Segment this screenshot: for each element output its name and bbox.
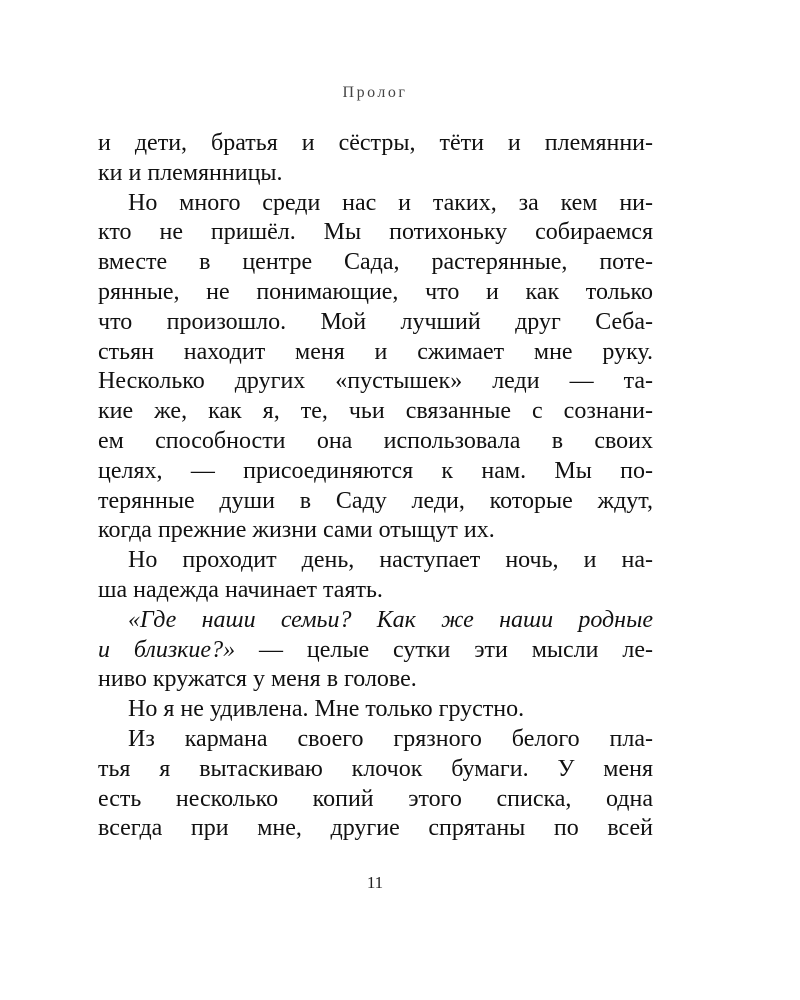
text-line: ки и племянницы. <box>98 159 283 186</box>
text-line: рянные, не понимающие, что и как только <box>98 278 653 305</box>
text-line: терянные души в Саду леди, которые ждут, <box>98 487 653 514</box>
text-line: когда прежние жизни сами отыщут их. <box>98 517 495 544</box>
text-line-italic: «Где наши семьи? Как же наши родные <box>128 606 653 633</box>
text-line-mixed <box>98 636 653 666</box>
text-line: ша надежда начинает таять. <box>98 576 383 603</box>
body-text <box>98 129 653 844</box>
text-line: стьян находит меня и сжимает мне руку. <box>98 338 653 365</box>
text-line: Но проходит день, наступает ночь, и на- <box>128 547 653 574</box>
text-line: кие же, как я, те, чьи связанные с сознани- <box>98 398 653 425</box>
text-line: кто не пришёл. Мы потихоньку собираемся <box>98 219 653 246</box>
text-line-rest: — целые сутки эти мысли ле- <box>235 636 653 663</box>
italic-quote-end: и близкие?» <box>98 636 236 663</box>
running-head: Пролог <box>342 84 408 101</box>
text-line: Из кармана своего грязного белого пла- <box>128 725 653 752</box>
text-line: ниво кружатся у меня в голове. <box>98 666 417 693</box>
text-line: тья я вытаскиваю клочок бумаги. У меня <box>98 755 653 782</box>
text-line: всегда при мне, другие спрятаны по всей <box>98 815 653 842</box>
text-line: Но я не удивлена. Мне только грустно. <box>128 696 525 723</box>
text-line: Но много среди нас и таких, за кем ни- <box>128 189 653 216</box>
text-line: ем способности она использовала в своих <box>98 427 653 454</box>
text-line: есть несколько копий этого списка, одна <box>98 785 653 812</box>
text-line: Несколько других «пустышек» леди — та- <box>98 368 653 395</box>
text-line: что произошло. Мой лучший друг Себа- <box>98 308 653 335</box>
page-number: 11 <box>366 873 384 892</box>
text-line: вместе в центре Сада, растерянные, поте- <box>98 249 653 276</box>
text-line: целях, — присоединяются к нам. Мы по- <box>98 457 653 484</box>
text-line: и дети, братья и сёстры, тёти и племянни- <box>98 130 653 156</box>
